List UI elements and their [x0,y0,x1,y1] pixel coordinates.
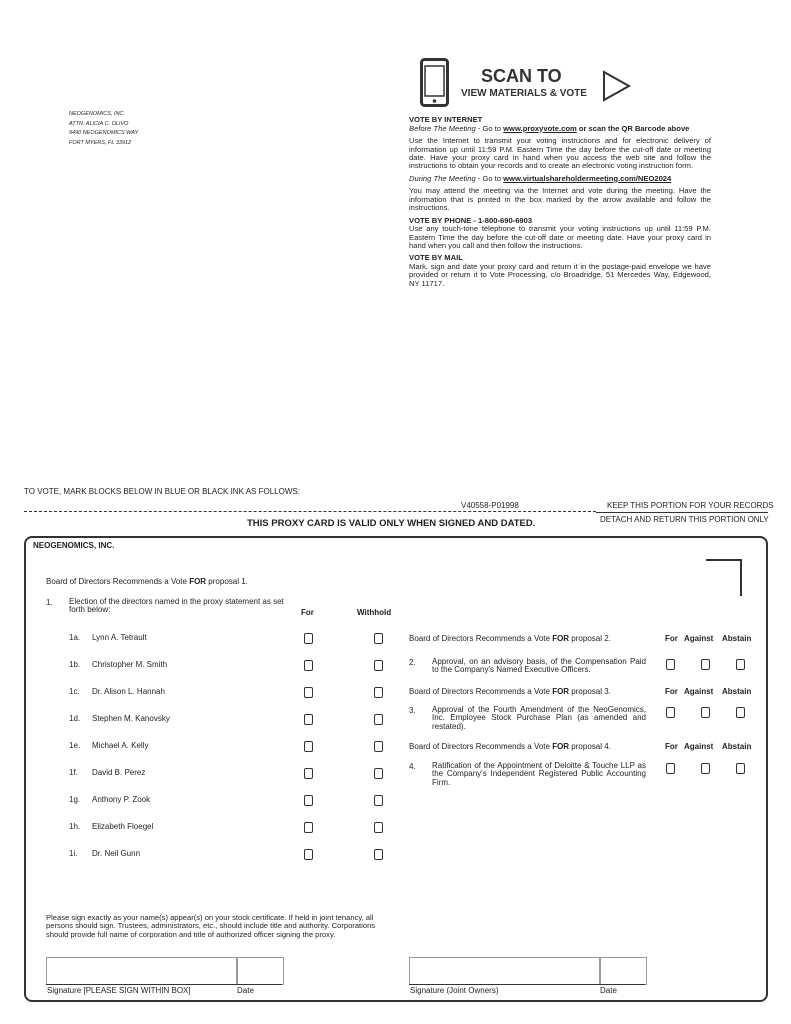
scan-subtitle: VIEW MATERIALS & VOTE [461,88,587,99]
col-for: For [665,687,678,696]
against-checkbox[interactable] [701,659,710,670]
recommendation-3: Board of Directors Recommends a Vote FOR proposal 3. [409,687,611,696]
phone-heading: VOTE BY PHONE - 1-800-690-6903 [409,215,533,225]
for-checkbox[interactable] [666,707,675,718]
against-checkbox[interactable] [701,707,710,718]
detach-line [24,511,596,512]
col-abstain: Abstain [722,742,752,751]
return-address [69,110,138,148]
signature-label: Signature [PLEASE SIGN WITHIN BOX] [47,986,191,995]
scan-title: SCAN TO [481,66,562,86]
abstain-checkbox[interactable] [736,659,745,670]
address-line: 9490 NEOGENOMICS WAY [69,130,139,137]
go-to: - Go to [475,123,504,133]
nominee-number: 1g. [69,795,81,804]
virtual-meeting-link[interactable]: www.virtualshareholdermeeting.com/NEO2024 [503,173,672,183]
valid-notice: THIS PROXY CARD IS VALID ONLY WHEN SIGNED AND DATED. [247,518,536,529]
col-for: For [665,634,678,643]
for-checkbox[interactable] [304,714,313,725]
proposal-number: 2. [409,658,416,667]
withhold-checkbox[interactable] [374,795,383,806]
joint-date-label: Date [600,986,617,995]
for-checkbox[interactable] [304,849,313,860]
voting-instructions [409,116,713,288]
withhold-checkbox[interactable] [374,849,383,860]
recommendation-4: Board of Directors Recommends a Vote FOR proposal 4. [409,742,611,751]
before-label: Before The Meeting [409,123,476,133]
nominee-name: Elizabeth Floegel [92,822,154,831]
nominee-name: Stephen M. Kanovsky [92,714,170,723]
nominee-name: Christopher M. Smith [92,660,168,669]
nominee-name: Anthony P. Zook [92,795,151,804]
nominee-number: 1h. [69,822,81,831]
recommendation-2: Board of Directors Recommends a Vote FOR proposal 2. [409,634,611,643]
col-against: Against [684,742,714,751]
mail-text: Mark, sign and date your proxy card and return it in the postage-paid envelope we have provided or return it to Vote Processing, c/o Broadridge, 51 Mercedes Way, Edgewood, NY 11717. [409,262,711,288]
internet-heading: VOTE BY INTERNET [409,115,483,124]
phone-icon [420,58,450,108]
qr-text: or scan the QR Barcode above [576,123,690,133]
col-against: Against [684,687,714,696]
date-box[interactable] [236,957,284,985]
joint-signature-label: Signature (Joint Owners) [410,986,499,995]
col-for: For [301,608,314,617]
joint-signature-box[interactable] [409,957,601,985]
proposal-1-text: Election of the directors named in the proxy statement as set forth below: [69,597,284,615]
signature-box[interactable] [46,957,238,985]
nominee-name: Dr. Neil Gunn [92,849,141,858]
detach-portion: DETACH AND RETURN THIS PORTION ONLY [600,515,769,524]
for-checkbox[interactable] [304,768,313,779]
proposal-text: Approval of the Fourth Amendment of the NeoGenomics, Inc. Employee Stock Purchase Plan (as amended and restated). [432,705,646,731]
for-checkbox[interactable] [304,660,313,671]
for-checkbox[interactable] [304,822,313,833]
arrow-icon [602,70,632,102]
col-against: Against [684,634,714,643]
sign-note: Please sign exactly as your name(s) appear(s) on your stock certificate. If held in joint tenancy, all persons should sign. Trustees, administrators, etc., should include title and authority. Corporations should provide full name of corporation and title of authorized officer signing the proxy. [46,913,376,939]
col-abstain: Abstain [722,634,752,643]
control-code: V40558-P01998 [461,501,519,510]
nominee-number: 1b. [69,660,81,669]
nominee-number: 1i. [69,849,78,858]
withhold-checkbox[interactable] [374,660,383,671]
go-to: - Go to [475,173,504,183]
ink-instructions: TO VOTE, MARK BLOCKS BELOW IN BLUE OR BLACK INK AS FOLLOWS: [24,487,300,496]
nominee-number: 1a. [69,633,81,642]
company-name: NEOGENOMICS, INC. [33,541,115,550]
proposal-text: Approval, on an advisory basis, of the Compensation Paid to the Company's Named Executive Officers. [432,657,646,675]
for-checkbox[interactable] [304,633,313,644]
for-checkbox[interactable] [304,795,313,806]
internet-text: Use the Internet to transmit your voting instructions and for electronic delivery of information up until 11:59 P.M. Eastern Time the day before the cut-off date or meeting date. Have your proxy card in hand when you access the web site and follow the instructions to obtain your records and to create an electronic voting instruction form. [409,136,711,171]
col-for: For [665,742,678,751]
proposal-1-number: 1. [46,598,53,607]
recommendation-1: Board of Directors Recommends a Vote FOR proposal 1. [46,577,248,586]
for-checkbox[interactable] [304,741,313,752]
nominee-name: Dr. Alison L. Hannah [92,687,165,696]
address-line: NEOGENOMICS, INC. [69,111,125,117]
proposal-number: 3. [409,706,416,715]
withhold-checkbox[interactable] [374,687,383,698]
abstain-checkbox[interactable] [736,707,745,718]
proposal-number: 4. [409,762,416,771]
corner-mark [706,558,744,596]
nominee-number: 1e. [69,741,81,750]
nominee-name: David B. Perez [92,768,146,777]
proxyvote-link[interactable]: www.proxyvote.com [503,123,577,133]
withhold-checkbox[interactable] [374,822,383,833]
nominee-name: Michael A. Kelly [92,741,149,750]
against-checkbox[interactable] [701,763,710,774]
during-label: During The Meeting [409,173,476,183]
withhold-checkbox[interactable] [374,768,383,779]
nominee-number: 1f. [69,768,78,777]
withhold-checkbox[interactable] [374,633,383,644]
abstain-checkbox[interactable] [736,763,745,774]
for-checkbox[interactable] [304,687,313,698]
col-withhold: Withhold [357,608,392,617]
date-label: Date [237,986,254,995]
for-checkbox[interactable] [666,659,675,670]
phone-text: Use any touch-tone telephone to transmit your voting instructions up until 11:59 P.M. Eastern Time the day before the cut-off date or meeting date. Have your proxy card in hand when you call and then follow the instructions. [409,224,711,251]
col-abstain: Abstain [722,687,752,696]
keep-portion: KEEP THIS PORTION FOR YOUR RECORDS [607,501,774,510]
for-checkbox[interactable] [666,763,675,774]
during-text: You may attend the meeting via the Internet and vote during the meeting. Have the information that is printed in the box marked by the arrow available and follow the instructions. [409,186,711,213]
nominee-number: 1d. [69,714,81,723]
address-line: ATTN: ALICIA C. OLIVO [69,120,129,127]
proposal-text: Ratification of the Appointment of Deloitte & Touche LLP as the Company's Independent Registered Public Accounting Firm. [432,761,646,787]
withhold-checkbox[interactable] [374,714,383,725]
withhold-checkbox[interactable] [374,741,383,752]
mail-heading: VOTE BY MAIL [409,253,463,263]
address-line: FORT MYERS, FL 33912 [69,139,132,146]
nominee-name: Lynn A. Tetrault [92,633,147,642]
detach-line [596,512,768,513]
joint-date-box[interactable] [599,957,647,985]
nominee-number: 1c. [69,687,80,696]
